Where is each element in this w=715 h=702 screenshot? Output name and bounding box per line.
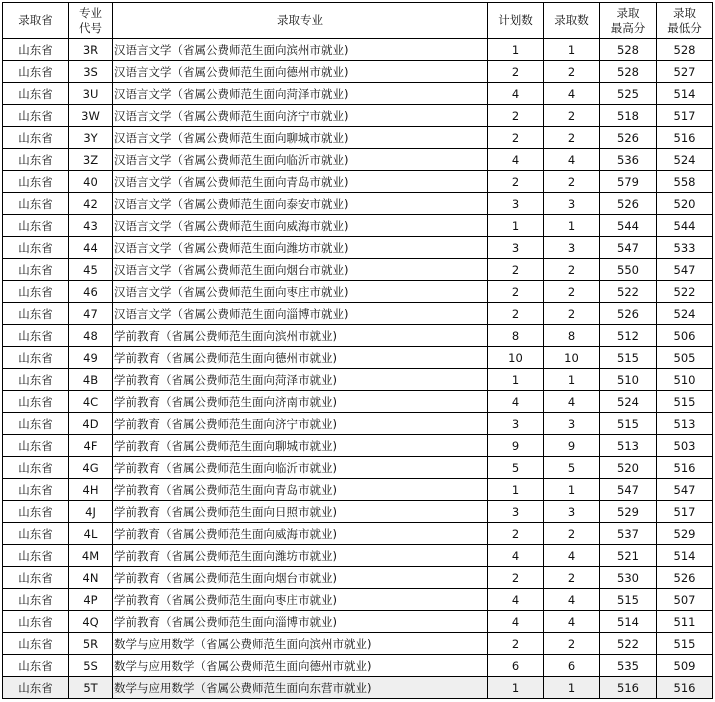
cell-plan-count: 4	[488, 589, 544, 611]
cell-major-name: 学前教育（省属公费师范生面向菏泽市就业)	[113, 369, 488, 391]
table-row	[3, 83, 713, 105]
header-text: 录取	[673, 5, 696, 20]
cell-major-code: 44	[69, 237, 113, 259]
cell-min-score: 510	[657, 369, 713, 391]
cell-plan-count: 2	[488, 127, 544, 149]
cell-max-score: 579	[600, 171, 657, 193]
cell-major-code: 4P	[69, 589, 113, 611]
cell-province: 山东省	[3, 501, 69, 523]
cell-province: 山东省	[3, 127, 69, 149]
table-row	[3, 193, 713, 215]
header-text: 代号	[79, 20, 102, 35]
cell-admitted-count: 2	[544, 127, 600, 149]
cell-plan-count: 4	[488, 545, 544, 567]
cell-min-score: 533	[657, 237, 713, 259]
cell-major-name: 汉语言文学（省属公费师范生面向威海市就业)	[113, 215, 488, 237]
cell-max-score: 522	[600, 281, 657, 303]
cell-min-score: 558	[657, 171, 713, 193]
cell-max-score: 513	[600, 435, 657, 457]
cell-min-score: 505	[657, 347, 713, 369]
cell-major-name: 汉语言文学（省属公费师范生面向潍坊市就业)	[113, 237, 488, 259]
cell-max-score: 535	[600, 655, 657, 677]
cell-min-score: 511	[657, 611, 713, 633]
cell-min-score: 503	[657, 435, 713, 457]
cell-major-name: 数学与应用数学（省属公费师范生面向滨州市就业)	[113, 633, 488, 655]
cell-province: 山东省	[3, 303, 69, 325]
cell-major-name: 汉语言文学（省属公费师范生面向烟台市就业)	[113, 259, 488, 281]
cell-province: 山东省	[3, 83, 69, 105]
cell-admitted-count: 2	[544, 105, 600, 127]
cell-major-code: 5R	[69, 633, 113, 655]
cell-major-name: 汉语言文学（省属公费师范生面向枣庄市就业)	[113, 281, 488, 303]
cell-major-code: 42	[69, 193, 113, 215]
table-row	[3, 61, 713, 83]
table-row	[3, 611, 713, 633]
cell-plan-count: 4	[488, 149, 544, 171]
table-row	[3, 589, 713, 611]
cell-plan-count: 1	[488, 479, 544, 501]
cell-major-name: 汉语言文学（省属公费师范生面向菏泽市就业)	[113, 83, 488, 105]
cell-admitted-count: 2	[544, 281, 600, 303]
cell-province: 山东省	[3, 611, 69, 633]
table-row	[3, 457, 713, 479]
table-body	[3, 39, 713, 699]
cell-major-code: 5T	[69, 677, 113, 699]
cell-plan-count: 2	[488, 523, 544, 545]
cell-min-score: 513	[657, 413, 713, 435]
cell-admitted-count: 2	[544, 633, 600, 655]
cell-major-name: 汉语言文学（省属公费师范生面向济宁市就业)	[113, 105, 488, 127]
cell-max-score: 516	[600, 677, 657, 699]
cell-plan-count: 5	[488, 457, 544, 479]
cell-min-score: 516	[657, 457, 713, 479]
cell-major-name: 数学与应用数学（省属公费师范生面向东营市就业)	[113, 677, 488, 699]
cell-province: 山东省	[3, 413, 69, 435]
cell-major-code: 45	[69, 259, 113, 281]
cell-max-score: 530	[600, 567, 657, 589]
table-row	[3, 391, 713, 413]
cell-admitted-count: 6	[544, 655, 600, 677]
cell-major-code: 4L	[69, 523, 113, 545]
cell-min-score: 524	[657, 303, 713, 325]
cell-min-score: 517	[657, 105, 713, 127]
cell-min-score: 506	[657, 325, 713, 347]
cell-min-score: 522	[657, 281, 713, 303]
cell-province: 山东省	[3, 171, 69, 193]
cell-major-name: 学前教育（省属公费师范生面向临沂市就业)	[113, 457, 488, 479]
cell-major-code: 40	[69, 171, 113, 193]
cell-major-code: 3W	[69, 105, 113, 127]
cell-admitted-count: 4	[544, 589, 600, 611]
cell-admitted-count: 3	[544, 501, 600, 523]
table-row	[3, 435, 713, 457]
cell-major-name: 学前教育（省属公费师范生面向潍坊市就业)	[113, 545, 488, 567]
table-row	[3, 501, 713, 523]
header-text: 专业	[79, 5, 102, 20]
cell-max-score: 526	[600, 193, 657, 215]
header-text: 计划数	[498, 13, 533, 27]
cell-admitted-count: 9	[544, 435, 600, 457]
cell-province: 山东省	[3, 259, 69, 281]
cell-province: 山东省	[3, 523, 69, 545]
cell-major-code: 43	[69, 215, 113, 237]
cell-admitted-count: 10	[544, 347, 600, 369]
cell-admitted-count: 5	[544, 457, 600, 479]
cell-major-code: 4H	[69, 479, 113, 501]
cell-admitted-count: 3	[544, 193, 600, 215]
cell-admitted-count: 3	[544, 237, 600, 259]
cell-admitted-count: 1	[544, 369, 600, 391]
cell-major-name: 学前教育（省属公费师范生面向威海市就业)	[113, 523, 488, 545]
cell-plan-count: 2	[488, 303, 544, 325]
table-row	[3, 413, 713, 435]
table-row	[3, 171, 713, 193]
table-row	[3, 149, 713, 171]
cell-admitted-count: 1	[544, 479, 600, 501]
cell-plan-count: 4	[488, 83, 544, 105]
cell-major-code: 49	[69, 347, 113, 369]
cell-plan-count: 4	[488, 611, 544, 633]
cell-min-score: 547	[657, 479, 713, 501]
table-row	[3, 633, 713, 655]
cell-province: 山东省	[3, 325, 69, 347]
column-header-plan-count	[488, 3, 544, 39]
cell-major-code: 3Y	[69, 127, 113, 149]
cell-plan-count: 2	[488, 633, 544, 655]
table-row	[3, 567, 713, 589]
cell-major-name: 汉语言文学（省属公费师范生面向滨州市就业)	[113, 39, 488, 61]
cell-province: 山东省	[3, 215, 69, 237]
cell-admitted-count: 4	[544, 391, 600, 413]
cell-major-code: 4D	[69, 413, 113, 435]
cell-min-score: 516	[657, 677, 713, 699]
cell-major-name: 学前教育（省属公费师范生面向滨州市就业)	[113, 325, 488, 347]
cell-min-score: 514	[657, 83, 713, 105]
cell-plan-count: 1	[488, 215, 544, 237]
header-text: 录取省	[18, 13, 53, 27]
cell-plan-count: 1	[488, 369, 544, 391]
table-row	[3, 545, 713, 567]
cell-province: 山东省	[3, 105, 69, 127]
table-row	[3, 215, 713, 237]
column-header-max-score	[600, 3, 657, 39]
cell-major-code: 3U	[69, 83, 113, 105]
table-row	[3, 127, 713, 149]
cell-plan-count: 2	[488, 171, 544, 193]
cell-min-score: 514	[657, 545, 713, 567]
cell-max-score: 520	[600, 457, 657, 479]
column-header-admitted-count	[544, 3, 600, 39]
table-row	[3, 325, 713, 347]
admission-table	[2, 2, 713, 699]
cell-major-name: 学前教育（省属公费师范生面向济南市就业)	[113, 391, 488, 413]
table-row	[3, 655, 713, 677]
cell-plan-count: 6	[488, 655, 544, 677]
cell-major-code: 3R	[69, 39, 113, 61]
cell-plan-count: 1	[488, 677, 544, 699]
cell-admitted-count: 2	[544, 259, 600, 281]
cell-max-score: 529	[600, 501, 657, 523]
cell-admitted-count: 2	[544, 523, 600, 545]
cell-major-code: 4N	[69, 567, 113, 589]
cell-province: 山东省	[3, 567, 69, 589]
cell-plan-count: 2	[488, 281, 544, 303]
cell-min-score: 527	[657, 61, 713, 83]
header-text: 最高分	[610, 20, 646, 35]
cell-min-score: 544	[657, 215, 713, 237]
cell-province: 山东省	[3, 479, 69, 501]
cell-max-score: 512	[600, 325, 657, 347]
cell-plan-count: 3	[488, 413, 544, 435]
cell-admitted-count: 8	[544, 325, 600, 347]
cell-major-name: 汉语言文学（省属公费师范生面向临沂市就业)	[113, 149, 488, 171]
cell-province: 山东省	[3, 655, 69, 677]
cell-admitted-count: 2	[544, 171, 600, 193]
table-row	[3, 39, 713, 61]
cell-plan-count: 8	[488, 325, 544, 347]
cell-province: 山东省	[3, 633, 69, 655]
cell-province: 山东省	[3, 589, 69, 611]
cell-province: 山东省	[3, 149, 69, 171]
table-row	[3, 523, 713, 545]
cell-max-score: 510	[600, 369, 657, 391]
cell-major-code: 4J	[69, 501, 113, 523]
table-row	[3, 237, 713, 259]
cell-plan-count: 3	[488, 501, 544, 523]
cell-max-score: 515	[600, 347, 657, 369]
cell-max-score: 515	[600, 589, 657, 611]
cell-major-name: 汉语言文学（省属公费师范生面向德州市就业)	[113, 61, 488, 83]
cell-major-code: 4G	[69, 457, 113, 479]
cell-plan-count: 2	[488, 105, 544, 127]
table-row	[3, 677, 713, 699]
cell-max-score: 547	[600, 479, 657, 501]
cell-admitted-count: 2	[544, 61, 600, 83]
cell-major-name: 学前教育（省属公费师范生面向日照市就业)	[113, 501, 488, 523]
cell-min-score: 509	[657, 655, 713, 677]
cell-min-score: 517	[657, 501, 713, 523]
cell-max-score: 521	[600, 545, 657, 567]
cell-max-score: 514	[600, 611, 657, 633]
cell-min-score: 524	[657, 149, 713, 171]
cell-province: 山东省	[3, 281, 69, 303]
header-text: 最低分	[667, 20, 702, 35]
cell-max-score: 536	[600, 149, 657, 171]
cell-max-score: 526	[600, 127, 657, 149]
cell-major-code: 5S	[69, 655, 113, 677]
cell-major-name: 汉语言文学（省属公费师范生面向聊城市就业)	[113, 127, 488, 149]
cell-province: 山东省	[3, 435, 69, 457]
cell-major-name: 汉语言文学（省属公费师范生面向淄博市就业)	[113, 303, 488, 325]
cell-province: 山东省	[3, 677, 69, 699]
cell-max-score: 518	[600, 105, 657, 127]
cell-max-score: 526	[600, 303, 657, 325]
cell-max-score: 547	[600, 237, 657, 259]
cell-plan-count: 1	[488, 39, 544, 61]
cell-max-score: 528	[600, 61, 657, 83]
cell-major-code: 4C	[69, 391, 113, 413]
cell-min-score: 515	[657, 391, 713, 413]
cell-max-score: 524	[600, 391, 657, 413]
cell-province: 山东省	[3, 39, 69, 61]
cell-max-score: 522	[600, 633, 657, 655]
column-header-min-score	[657, 3, 713, 39]
column-header-province	[3, 3, 69, 39]
cell-province: 山东省	[3, 369, 69, 391]
table-row	[3, 259, 713, 281]
cell-admitted-count: 4	[544, 545, 600, 567]
cell-major-name: 学前教育（省属公费师范生面向烟台市就业)	[113, 567, 488, 589]
cell-major-code: 46	[69, 281, 113, 303]
cell-province: 山东省	[3, 61, 69, 83]
cell-province: 山东省	[3, 457, 69, 479]
cell-plan-count: 3	[488, 237, 544, 259]
cell-major-code: 47	[69, 303, 113, 325]
cell-max-score: 544	[600, 215, 657, 237]
cell-max-score: 525	[600, 83, 657, 105]
cell-max-score: 550	[600, 259, 657, 281]
table-row	[3, 303, 713, 325]
header-text: 录取数	[554, 13, 589, 27]
cell-admitted-count: 1	[544, 677, 600, 699]
cell-admitted-count: 1	[544, 39, 600, 61]
cell-major-code: 4F	[69, 435, 113, 457]
cell-plan-count: 2	[488, 61, 544, 83]
table-row	[3, 105, 713, 127]
cell-plan-count: 4	[488, 391, 544, 413]
cell-province: 山东省	[3, 237, 69, 259]
table-row	[3, 369, 713, 391]
cell-min-score: 526	[657, 567, 713, 589]
cell-major-name: 汉语言文学（省属公费师范生面向泰安市就业)	[113, 193, 488, 215]
cell-major-code: 48	[69, 325, 113, 347]
cell-major-name: 学前教育（省属公费师范生面向青岛市就业)	[113, 479, 488, 501]
header-text: 录取	[616, 5, 640, 20]
cell-major-code: 3Z	[69, 149, 113, 171]
cell-admitted-count: 3	[544, 413, 600, 435]
cell-major-name: 学前教育（省属公费师范生面向淄博市就业)	[113, 611, 488, 633]
cell-admitted-count: 1	[544, 215, 600, 237]
cell-min-score: 520	[657, 193, 713, 215]
cell-min-score: 515	[657, 633, 713, 655]
cell-plan-count: 10	[488, 347, 544, 369]
cell-admitted-count: 4	[544, 611, 600, 633]
cell-major-name: 学前教育（省属公费师范生面向聊城市就业)	[113, 435, 488, 457]
cell-major-name: 学前教育（省属公费师范生面向济宁市就业)	[113, 413, 488, 435]
cell-province: 山东省	[3, 545, 69, 567]
cell-max-score: 528	[600, 39, 657, 61]
header-text: 录取专业	[277, 13, 323, 27]
cell-admitted-count: 4	[544, 83, 600, 105]
cell-province: 山东省	[3, 347, 69, 369]
cell-plan-count: 2	[488, 567, 544, 589]
table-row	[3, 347, 713, 369]
cell-plan-count: 2	[488, 259, 544, 281]
cell-admitted-count: 4	[544, 149, 600, 171]
cell-major-name: 学前教育（省属公费师范生面向枣庄市就业)	[113, 589, 488, 611]
cell-min-score: 516	[657, 127, 713, 149]
cell-admitted-count: 2	[544, 303, 600, 325]
cell-min-score: 547	[657, 259, 713, 281]
table-row	[3, 479, 713, 501]
cell-max-score: 515	[600, 413, 657, 435]
cell-max-score: 537	[600, 523, 657, 545]
cell-major-name: 学前教育（省属公费师范生面向德州市就业)	[113, 347, 488, 369]
cell-plan-count: 9	[488, 435, 544, 457]
column-header-major-code	[69, 3, 113, 39]
cell-major-name: 汉语言文学（省属公费师范生面向青岛市就业)	[113, 171, 488, 193]
cell-admitted-count: 2	[544, 567, 600, 589]
cell-major-name: 数学与应用数学（省属公费师范生面向德州市就业)	[113, 655, 488, 677]
cell-major-code: 4Q	[69, 611, 113, 633]
cell-major-code: 4B	[69, 369, 113, 391]
cell-major-code: 3S	[69, 61, 113, 83]
cell-min-score: 529	[657, 523, 713, 545]
cell-major-code: 4M	[69, 545, 113, 567]
cell-plan-count: 3	[488, 193, 544, 215]
cell-min-score: 507	[657, 589, 713, 611]
table-header-row	[3, 3, 713, 39]
table-row	[3, 281, 713, 303]
cell-province: 山东省	[3, 193, 69, 215]
cell-min-score: 528	[657, 39, 713, 61]
column-header-major-name	[113, 3, 488, 39]
cell-province: 山东省	[3, 391, 69, 413]
